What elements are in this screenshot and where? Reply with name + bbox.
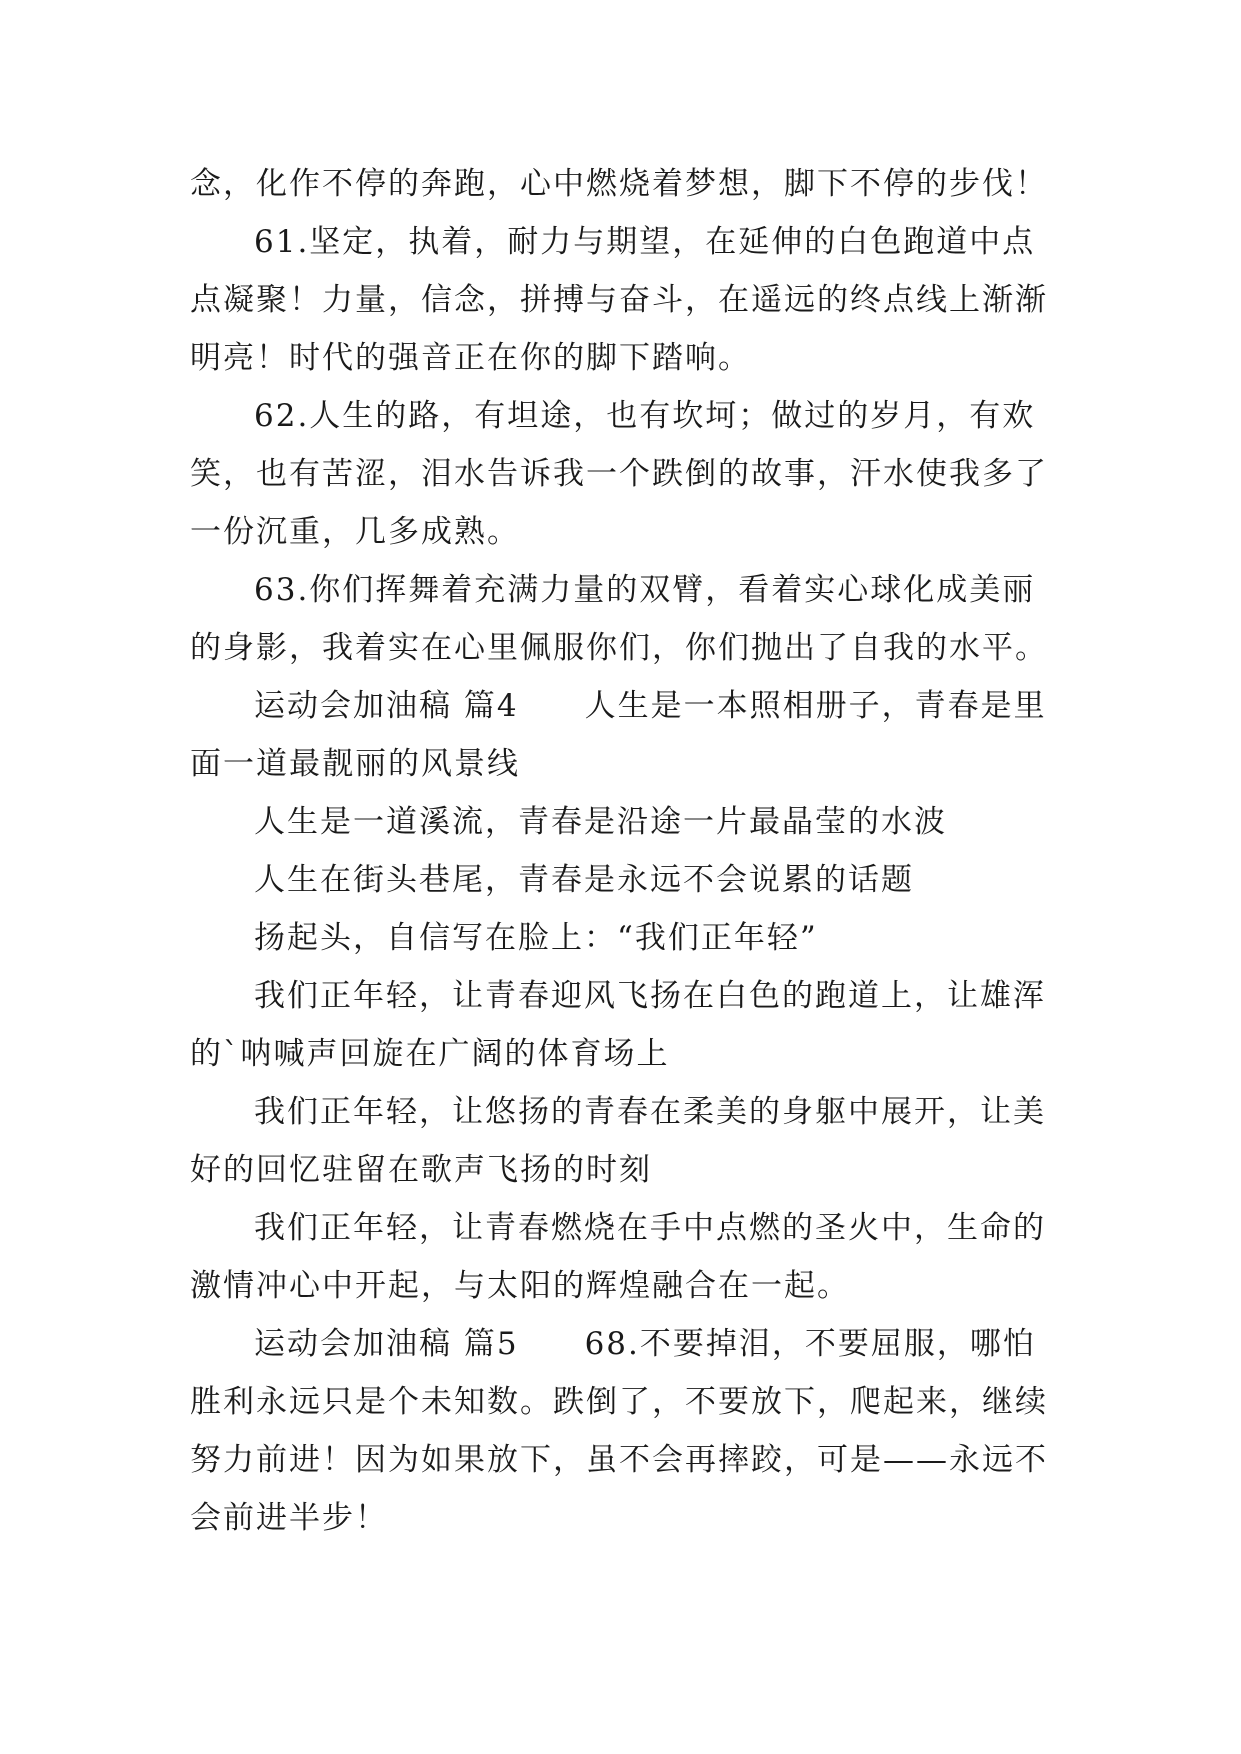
text-line: 一份沉重，几多成熟。 bbox=[190, 514, 520, 550]
text-line: 点凝聚！力量，信念，拼搏与奋斗，在遥远的终点线上渐渐 bbox=[190, 282, 1048, 318]
text-line: 胜利永远只是个未知数。跌倒了，不要放下，爬起来，继续 bbox=[190, 1384, 1048, 1420]
text-line: 笑，也有苦涩，泪水告诉我一个跌倒的故事，汗水使我多了 bbox=[190, 456, 1048, 492]
text-line: 激情冲心中开起，与太阳的辉煌融合在一起。 bbox=[190, 1268, 850, 1304]
text-line: 人生在街头巷尾，青春是永远不会说累的话题 bbox=[254, 862, 914, 898]
section-heading-line: 运动会加油稿 篇4 人生是一本照相册子，青春是里 bbox=[254, 688, 1047, 724]
text-line: 我们正年轻，让青春迎风飞扬在白色的跑道上，让雄浑 bbox=[254, 978, 1046, 1014]
text-line: 面一道最靓丽的风景线 bbox=[190, 746, 520, 782]
text-line: 62.人生的路，有坦途，也有坎坷；做过的岁月，有欢 bbox=[254, 398, 1036, 434]
text-line: 人生是一道溪流，青春是沿途一片最晶莹的水波 bbox=[254, 804, 947, 840]
text-line: 会前进半步！ bbox=[190, 1500, 388, 1536]
text-line: 扬起头，自信写在脸上：“我们正年轻” bbox=[254, 920, 818, 956]
text-line: 努力前进！因为如果放下，虽不会再摔跤，可是——永远不 bbox=[190, 1442, 1048, 1478]
text-line: 好的回忆驻留在歌声飞扬的时刻 bbox=[190, 1152, 652, 1188]
text-line: 的身影，我着实在心里佩服你们，你们抛出了自我的水平。 bbox=[190, 630, 1048, 666]
text-line: 念，化作不停的奔跑，心中燃烧着梦想，脚下不停的步伐！ bbox=[190, 166, 1048, 202]
text-line: 的`呐喊声回旋在广阔的体育场上 bbox=[190, 1036, 670, 1072]
text-line: 61.坚定，执着，耐力与期望，在延伸的白色跑道中点 bbox=[254, 224, 1036, 260]
text-line: 明亮！时代的强音正在你的脚下踏响。 bbox=[190, 340, 751, 376]
text-line: 我们正年轻，让青春燃烧在手中点燃的圣火中，生命的 bbox=[254, 1210, 1046, 1246]
section-heading-line: 运动会加油稿 篇5 68.不要掉泪，不要屈服，哪怕 bbox=[254, 1326, 1036, 1362]
text-line: 我们正年轻，让悠扬的青春在柔美的身躯中展开，让美 bbox=[254, 1094, 1046, 1130]
text-line: 63.你们挥舞着充满力量的双臂，看着实心球化成美丽 bbox=[254, 572, 1036, 608]
